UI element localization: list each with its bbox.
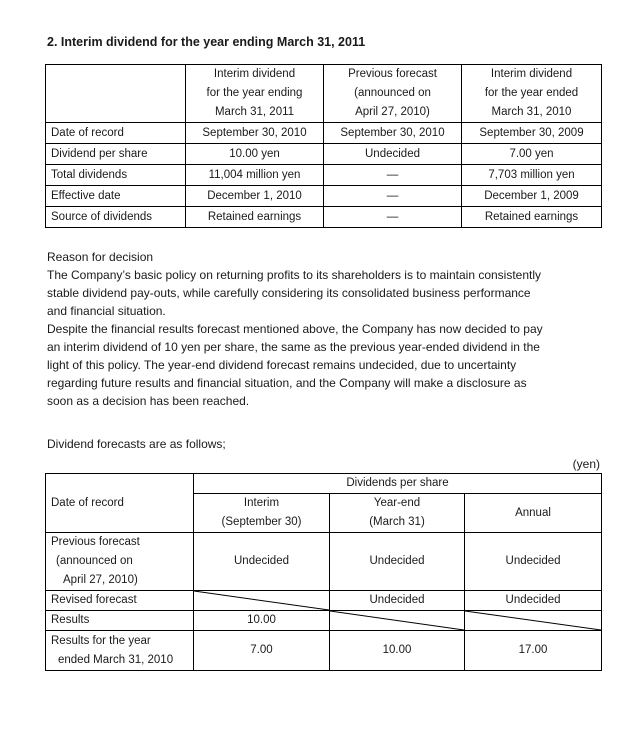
table-cell: Retained earnings [186,207,324,228]
table-cell: — [324,165,462,186]
diagonal-empty-cell [194,591,330,611]
interim-column-header: Interim (September 30) [194,494,330,533]
table-cell: December 1, 2009 [462,186,602,207]
results-label: Results [46,611,194,631]
section-heading: 2. Interim dividend for the year ending March 31, 2011 [47,35,366,49]
table-cell: 7,703 million yen [462,165,602,186]
table-cell: 11,004 million yen [186,165,324,186]
dividends-per-share-header: Dividends per share [194,474,602,494]
row-label: Date of record [46,123,186,144]
table-cell: 7.00 [194,631,330,671]
date-of-record-header: Date of record [46,474,194,533]
reason-paragraph-line: stable dividend pay-outs, while carefully considering its consolidated business performance [47,286,531,300]
row-label: Effective date [46,186,186,207]
diagonal-empty-cell [465,611,602,631]
forecast-intro-text: Dividend forecasts are as follows; [47,437,226,451]
reason-paragraph-line: Despite the financial results forecast mentioned above, the Company has now decided to pay [47,322,543,336]
table-cell: Undecided [324,144,462,165]
unit-label: (yen) [572,457,600,471]
previous-forecast-label: Previous forecast (announced on April 27, 2010) [46,533,194,591]
table-row [46,123,602,144]
table-row [46,533,602,591]
table-cell: Undecided [330,533,465,591]
reason-section [47,248,601,410]
year-end-column-header: Year-end (March 31) [330,494,465,533]
reason-paragraph-line: light of this policy. The year-end dividend forecast remains undecided, due to uncertainty [47,358,517,372]
table-cell: Undecided [194,533,330,591]
table-cell: Retained earnings [462,207,602,228]
table-cell: 10.00 [330,631,465,671]
table-row [46,165,602,186]
table-cell: December 1, 2010 [186,186,324,207]
reason-paragraph-line: regarding future results and financial situation, and the Company will make a disclosure as [47,376,527,390]
table-cell: Undecided [465,533,602,591]
row-label: Total dividends [46,165,186,186]
diagonal-empty-cell [330,611,465,631]
reason-paragraph-line: soon as a decision has been reached. [47,394,250,408]
table-cell: — [324,207,462,228]
table-cell: — [324,186,462,207]
reason-paragraph-line: an interim dividend of 10 yen per share, the same as the previous year-ended dividend in the [47,340,540,354]
table-row [46,186,602,207]
table-row [46,144,602,165]
interim-dividend-table [45,64,602,228]
prior-year-results-label: Results for the year ended March 31, 2010 [46,631,194,671]
table-header-row [46,65,602,123]
table-cell: September 30, 2010 [324,123,462,144]
table-cell: September 30, 2009 [462,123,602,144]
row-label: Dividend per share [46,144,186,165]
table-cell: 10.00 yen [186,144,324,165]
table-row [46,631,602,671]
table-row [46,207,602,228]
table-cell: 7.00 yen [462,144,602,165]
table-row [46,591,602,611]
header-blank-cell [46,65,186,123]
header-previous-forecast: Previous forecast (announced on April 27, 2010) [324,65,462,123]
table-cell: Undecided [465,591,602,611]
row-label: Source of dividends [46,207,186,228]
table-cell: 10.00 [194,611,330,631]
table-row [46,611,602,631]
reason-title: Reason for decision [47,250,154,264]
table-cell: 17.00 [465,631,602,671]
header-interim-2011: Interim dividend for the year ending March 31, 2011 [186,65,324,123]
reason-paragraph-line: The Company’s basic policy on returning profits to its shareholders is to maintain consistently [47,268,542,282]
revised-forecast-label: Revised forecast [46,591,194,611]
dividend-forecast-table [45,473,602,671]
reason-paragraph-line: and financial situation. [47,304,166,318]
annual-column-header: Annual [465,494,602,533]
table-header-row [46,474,602,494]
table-cell: Undecided [330,591,465,611]
table-cell: September 30, 2010 [186,123,324,144]
header-interim-2010: Interim dividend for the year ended March 31, 2010 [462,65,602,123]
